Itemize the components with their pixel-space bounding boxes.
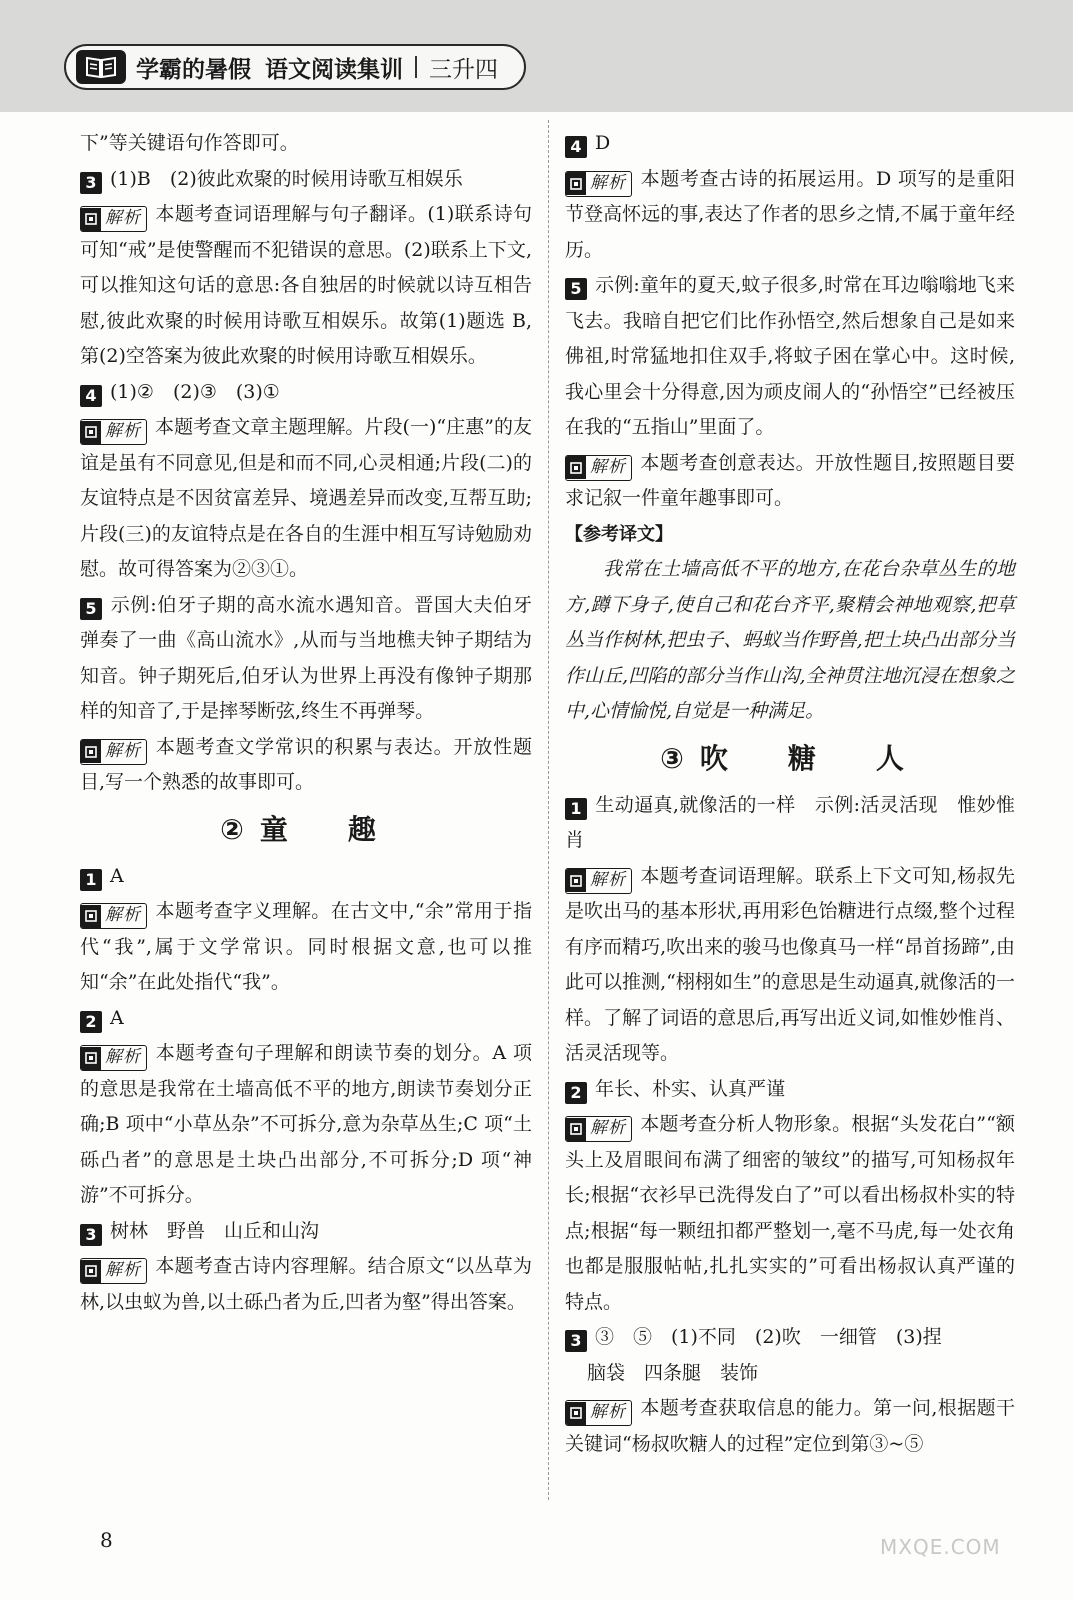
right-column	[565, 126, 1015, 1462]
watermark: MXQE.COM	[880, 1535, 1001, 1559]
book-icon	[76, 50, 126, 84]
page-header	[0, 0, 1073, 112]
question-number: 5	[565, 278, 587, 300]
header-grade: 三升四	[429, 56, 498, 83]
analysis-icon	[81, 421, 101, 444]
analysis-3: 解析 本题考查词语理解与句子翻译。(1)联系诗句可知“戒”是使警醒而不犯错误的意思。(2)联系上下文,可以推知这句话的意思:各自独居的时候就以诗互相告慰,彼此欢聚的时候用诗歌互相娱乐。故第(1)题选 B,第(2)空答案为彼此欢聚的时候用诗歌互相娱乐。	[80, 203, 532, 367]
analysis-5-right: 解析 本题考查创意表达。开放性题目,按照题目要求记叙一件童年趣事即可。	[565, 451, 1015, 509]
analysis-tag: 解析	[80, 903, 147, 929]
analysis-s2-2: 解析 本题考查句子理解和朗读节奏的划分。A 项的意思是我常在土墙高低不平的地方,朗读节奏划分正确;B 项中“小草丛杂”不可拆分,意为杂草丛生;C 项“土砾凸者”的意思是土块凸出部分,不可拆分;D 项“神游”不可拆分。	[80, 1042, 532, 1206]
question-number: 1	[565, 798, 587, 820]
analysis-s3-2: 解析 本题考查分析人物形象。根据“头发花白”“额头上及眉眼间布满了细密的皱纹”的描写,可知杨叔年长;根据“衣衫早已洗得发白了”可以看出杨叔朴实的特点;根据“每一颗纽扣都严整划一,毫不马虎,每一处衣角也都是服服帖帖,扎扎实实的”可看出杨叔认真严谨的特点。	[565, 1113, 1015, 1313]
question-number: 1	[80, 869, 102, 891]
question-number: 2	[565, 1082, 587, 1104]
reference-translation-body: 我常在土墙高低不平的地方,在花台杂草丛生的地方,蹲下身子,使自己和花台齐平,聚精会神地观察,把草丛当作树林,把虫子、蚂蚁当作野兽,把土块凸出部分当作山丘,凹陷的部分当作山沟,全神贯注地沉浸在想象之中,心情愉悦,自觉是一种满足。	[565, 558, 1015, 722]
left-column	[80, 126, 532, 1320]
analysis-icon	[566, 1118, 586, 1141]
header-brand: 学霸的暑假	[136, 56, 251, 83]
page-number: 8	[100, 1528, 113, 1552]
analysis-tag: 解析	[565, 1116, 632, 1142]
answer-5: 5 示例:伯牙子期的高水流水遇知音。晋国大夫伯牙弹奏了一曲《高山流水》,从而与当地樵夫钟子期结为知音。钟子期死后,伯牙认为世界上再没有像钟子期那样的知音了,于是摔琴断弦,终生不再弹琴。	[80, 593, 532, 722]
question-number: 3	[80, 1224, 102, 1246]
analysis-icon	[81, 1047, 101, 1070]
question-number: 2	[80, 1011, 102, 1033]
analysis-icon	[81, 740, 101, 763]
answer-s3-1: 1 生动逼真,就像活的一样 示例:活灵活现 惟妙惟肖	[565, 793, 1015, 851]
column-divider	[548, 120, 549, 1500]
answer-s3-3-cont: 脑袋 四条腿 装饰	[587, 1361, 759, 1384]
analysis-tag: 解析	[80, 739, 147, 765]
answer-3: 3 (1)B (2)彼此欢聚的时候用诗歌互相娱乐	[80, 162, 532, 198]
answer-s2-2: 2 A	[80, 1001, 532, 1037]
analysis-s2-1: 解析 本题考查字义理解。在古文中,“余”常用于指代“我”,属于文学常识。同时根据文意,也可以推知“余”在此处指代“我”。	[80, 900, 532, 993]
question-number: 4	[80, 385, 102, 407]
analysis-s3-1: 解析 本题考查词语理解。联系上下文可知,杨叔先是吹出马的基本形状,再用彩色饴糖进行点缀,整个过程有序而精巧,吹出来的骏马也像真马一样“昂首扬蹄”,由此可以推测,“栩栩如生”的意思是生动逼真,就像活的一样。了解了词语的意思后,再写出近义词,如惟妙惟肖、活灵活现等。	[565, 864, 1015, 1064]
analysis-icon	[566, 1402, 586, 1425]
question-number: 3	[80, 172, 102, 194]
analysis-tag: 解析	[565, 1400, 632, 1426]
analysis-icon	[81, 208, 101, 231]
answer-s3-3: 3 ③ ⑤ (1)不同 (2)吹 一细管 (3)捏	[565, 1320, 1015, 1356]
analysis-tag: 解析	[565, 868, 632, 894]
analysis-tag: 解析	[80, 419, 147, 445]
analysis-icon	[566, 172, 586, 195]
analysis-icon	[566, 456, 586, 479]
analysis-icon	[566, 869, 586, 892]
header-title-bar	[64, 44, 526, 90]
analysis-tag: 解析	[80, 1258, 147, 1284]
analysis-icon	[81, 905, 101, 928]
analysis-tag: 解析	[565, 171, 632, 197]
continued-text: 下”等关键语句作答即可。	[80, 132, 299, 154]
analysis-4: 解析 本题考查文章主题理解。片段(一)“庄惠”的友谊是虽有不同意见,但是和而不同,心灵相通;片段(二)的友谊特点是不因贫富差异、境遇差异而改变,互帮互助;片段(三)的友谊特点是在各自的生涯中相互写诗勉励劝慰。故可得答案为②③①。	[80, 416, 532, 580]
analysis-5: 解析 本题考查文学常识的积累与表达。开放性题目,写一个熟悉的故事即可。	[80, 735, 532, 793]
analysis-4-right: 解析 本题考查古诗的拓展运用。D 项写的是重阳节登高怀远的事,表达了作者的思乡之情,不属于童年经历。	[565, 167, 1015, 261]
answer-4: 4 (1)② (2)③ (3)①	[80, 375, 532, 411]
question-number: 5	[80, 598, 102, 620]
section-title-chuitangren: ③吹 糖 人	[660, 741, 920, 775]
analysis-tag: 解析	[565, 455, 632, 481]
question-number: 3	[565, 1330, 587, 1352]
question-number: 4	[565, 136, 587, 158]
answer-s3-2: 2 年长、朴实、认真严谨	[565, 1072, 1015, 1108]
analysis-s2-3: 解析 本题考查古诗内容理解。结合原文“以丛草为林,以虫蚁为兽,以土砾凸者为丘,凹者为壑”得出答案。	[80, 1255, 532, 1313]
answer-4-right: 4 D	[565, 126, 1015, 162]
analysis-tag: 解析	[80, 206, 147, 232]
reference-translation-title: 【参考译文】	[565, 523, 673, 545]
analysis-icon	[81, 1260, 101, 1283]
answer-5-right: 5 示例:童年的夏天,蚊子很多,时常在耳边嗡嗡地飞来飞去。我暗自把它们比作孙悟空,然后想象自己是如来佛祖,时常猛地扣住双手,将蚊子困在掌心中。这时候,我心里会十分得意,因为顽皮闹人的“孙悟空”已经被压在我的“五指山”里面了。	[565, 274, 1015, 438]
section-title-tongqu: ②童 趣	[220, 812, 392, 846]
analysis-s3-3: 解析 本题考查获取信息的能力。第一问,根据题干关键词“杨叔吹糖人的过程”定位到第③~⑤	[565, 1397, 1015, 1455]
answer-s2-1: 1 A	[80, 859, 532, 895]
analysis-tag: 解析	[80, 1045, 147, 1071]
answer-s2-3: 3 树林 野兽 山丘和山沟	[80, 1214, 532, 1250]
header-title: 语文阅读集训	[265, 56, 403, 83]
header-divider	[415, 56, 417, 78]
